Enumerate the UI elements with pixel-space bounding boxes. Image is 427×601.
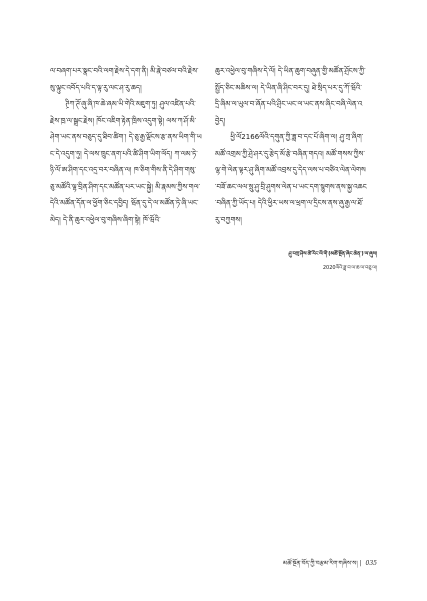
left-text-column: [50, 63, 202, 253]
right-paragraph-2: ཕྱི་ལོ2166ལོའི་དགུན་ཀྱི་ཟླ་བ་དང་པོ་ཞིག་ལ། ཤུ་ཀྲ་ཞིག་མཚོ་འགྲམ་ཀྱི་ཤྲེ་ཤར་དུ་རྩེད་མོ་རྩེ་བཞིན་གདའ། མཚོ་གསས་ཀྱིས་ལྷ་གེ་ལེན་ལྟར་ཤུ་ཞིག་མཚོ་འབྲས་དུ་དེད་ལས་པ་བཙིའ་ལེན་ལེགས་བཟོ་ཆང་ལལ་སྲུ་ཤུ་བྲི་ཤུགས་ལེན་པ་ཡང་དག་སྙུགས་ནས་སྐྱ་འཆང་བཞིན་ཀྱི་ཡོད་པ། དེའི་ཕྱིར་ཡས་ལ་ཕྲག་ལ་དྲིངས་ནས་ཞུ་རྒྱ་ལ་ཐོ་རུ་བཀྱགས།: [215, 133, 367, 224]
page-footer: [270, 559, 377, 569]
left-paragraph-1: ལ་བཞག་པར་སྣང་བའི་ལག་རྗེས་དེ་དག་ནི། མི་རྣེ་བཙལ་བའི་རྗེས་སུ་ལྟུང་འབོད་པའི་ད་ལྟ་རུ་ལང་ཤ་རུ་ཆད།: [50, 67, 199, 92]
right-paragraph-1: ཆུར་འཕྱེལ་བུ་གཞིས་དེ་ལོ། དེ་ཡིན་ཆུག་བཞུན་གྱི་མཚོན་ཤྲོངས་ཀྱི་སྤྱོད་ཅིང་མཆིས་ལ། དེ་ཡིན་ཞི་ཤིང་བར་དུ། ཐེ་སྲིད་པར་དུ་ཀོ་ཝོའི་དྲི་ཞིམ་ལ་ཡུལ་བ་ཞོན་པའི་ཤྲིང་ཡང་ལ་ཡང་ནས་ཞིང་བཞི་ལེན་འབྱེད།: [215, 67, 366, 125]
page-number: 035: [365, 560, 377, 567]
footer-separator: |: [359, 560, 362, 567]
running-title: མཚོ་སྔོན་བོད་ཀྱི་བརྩམ་རིག་གཞིས་ས།: [282, 560, 358, 567]
left-paragraph-2: ཊྲིཀ་ཊོ་ཞུ་ཞི་ཁ་ཆེ་ཞམ་ཡི་གེའི་མཇུག་ཏུ། ཤུལ་འཛིན་པའི་རྗེས་ཁྲ་ལ་སྒྲང་རྗེས། ཁོང་འཇིག་རྟེན་ཁྲིས་འདུག་སྟེ། ལས་ཀ་ཤོ་མི་ཤེག་ཡང་ནས་བཅུད་དུ་ཐིབ་ཚིག་། དེ་ཅུ་རྒྱ་ལྡོངས་རྩ་ནས་ཡིག་གི་ཡང་དེ་འདུག་ཏུ། དེ་ལས་ཁྲུང་ནག་པའི་ཚི་ཤིག་ཡིག་ལོད། ཀ་ལམ་ཏེ་ཉི་ལོ་ཨ་ཤིག་དང་འདྲ་བར་བཞིན་ལ། ཁ་ཅིག་གིས་ནི་དེ་ཤིག་གསུ་ཅུ་མཚོའི་ལྷ་བྲིན་ཤིག་དང་མཚོན་པར་ཡང་སྐྱེ། མི་རྣམས་ཀྱིས་གལ་དེའི་མཚོན་དོན་ལ་ཕྱོག་ཅིང་དབྱིད། ཝོན་དུ་དེ་ལ་མཚོན་ཏེ་ཞི་ཡང་མེད། དེ་ནི་ཆུར་འཕྱེལ་བུ་གཞིས་ཞིག་སྟེ། ཁོ་ཝོའི་: [50, 100, 202, 224]
right-text-column: [215, 63, 367, 233]
author-signature: ཤུ་བཀྲ་ཤིས་ཚེ་རིང་ལོ་གི་(མཚོ་སྔོན་ཞིང་ཆེན་)་ལ་ཞུས།: [288, 251, 377, 257]
date-line: 2020ལོའི་ཟླ་བ་ལ་ཆ་ལ་བཅུ་ལ།: [322, 265, 377, 271]
